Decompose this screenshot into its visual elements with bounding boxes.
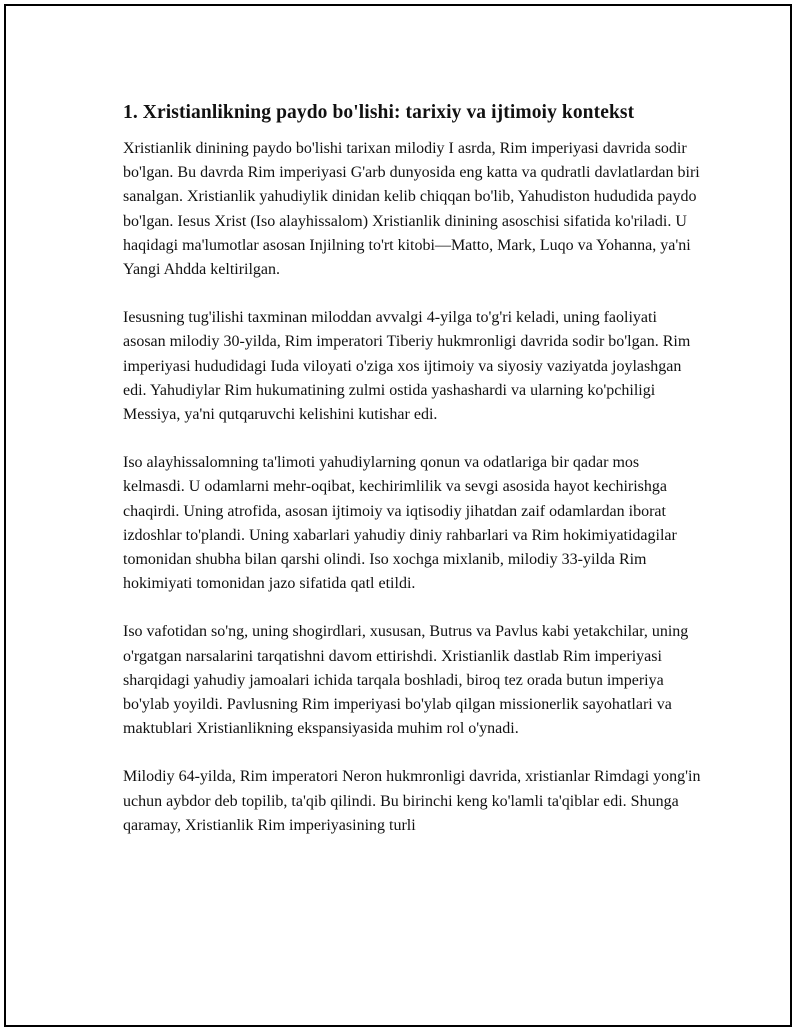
paragraph-1: Xristianlik dinining paydo bo'lishi tarixan milodiy I asrda, Rim imperiyasi davrida sodir bo'lgan. Bu davrda Rim imperiyasi G'arb dunyosida eng katta va qudratli davlatlardan biri sanalgan. Xristianlik yahudiylik dinidan kelib chiqqan bo'lib, Yahudiston hududida paydo bo'lgan. Iesus Xrist (Iso alayhissalom) Xristianlik dinining asoschisi sifatida ko'riladi. U haqidagi ma'lumotlar asosan Injilning to'rt kitobi—Matto, Mark, Luqo va Yohanna, ya'ni Yangi Ahdda keltirilgan.: [123, 140, 700, 279]
paragraph-3: Iso alayhissalomning ta'limoti yahudiylarning qonun va odatlariga bir qadar mos kelmasdi. U odamlarni mehr-oqibat, kechirimlilik va sevgi asosida hayot kechirishga chaqirdi. Uning atrofida, asosan ijtimoiy va iqtisodiy jihatdan zaif odamlardan iborat izdoshlar to'plandi. Uning xabarlari yahudiy diniy rahbarlari va Rim hokimiyatidagilar tomonidan shubha bilan qarshi olindi. Iso xochga mixlanib, milodiy 33-yilda Rim hokimiyati tomonidan jazo sifatida qatl etildi.: [123, 454, 677, 593]
page-frame: [4, 4, 792, 1027]
document-body: [123, 100, 703, 862]
paragraph-4: Iso vafotidan so'ng, uning shogirdlari, xususan, Butrus va Pavlus kabi yetakchilar, uning o'rgatgan narsalarini tarqatishni davom ettirishdi. Xristianlik dastlab Rim imperiyasi sharqidagi yahudiy jamoalari ichida tarqala boshladi, biroq tez orada butun imperiya bo'ylab yoyildi. Pavlusning Rim imperiyasi bo'ylab qilgan missionerlik sayohatlari va maktublari Xristianlikning ekspansiyasida muhim rol o'ynadi.: [123, 623, 689, 738]
section-heading: 1. Xristianlikning paydo bo'lishi: tarixiy va ijtimoiy kontekst: [123, 102, 635, 123]
paragraph-5: Milodiy 64-yilda, Rim imperatori Neron hukmronligi davrida, xristianlar Rimdagi yong'in uchun aybdor deb topilib, ta'qib qilindi. Bu birinchi keng ko'lamli ta'qiblar edi. Shunga qaramay, Xristianlik Rim imperiyasining turli: [123, 768, 701, 834]
paragraph-2: Iesusning tug'ilishi taxminan miloddan avvalgi 4-yilga to'g'ri keladi, uning faoliyati asosan milodiy 30-yilda, Rim imperatori Tiberiy hukmronligi davrida sodir bo'lgan. Rim imperiyasi hududidagi Iuda viloyati o'ziga xos ijtimoiy va siyosiy vaziyatda joylashgan edi. Yahudiylar Rim hukumatining zulmi ostida yashashardi va ularning ko'pchiligi Messiya, ya'ni qutqaruvchi kelishini kutishar edi.: [123, 309, 691, 424]
